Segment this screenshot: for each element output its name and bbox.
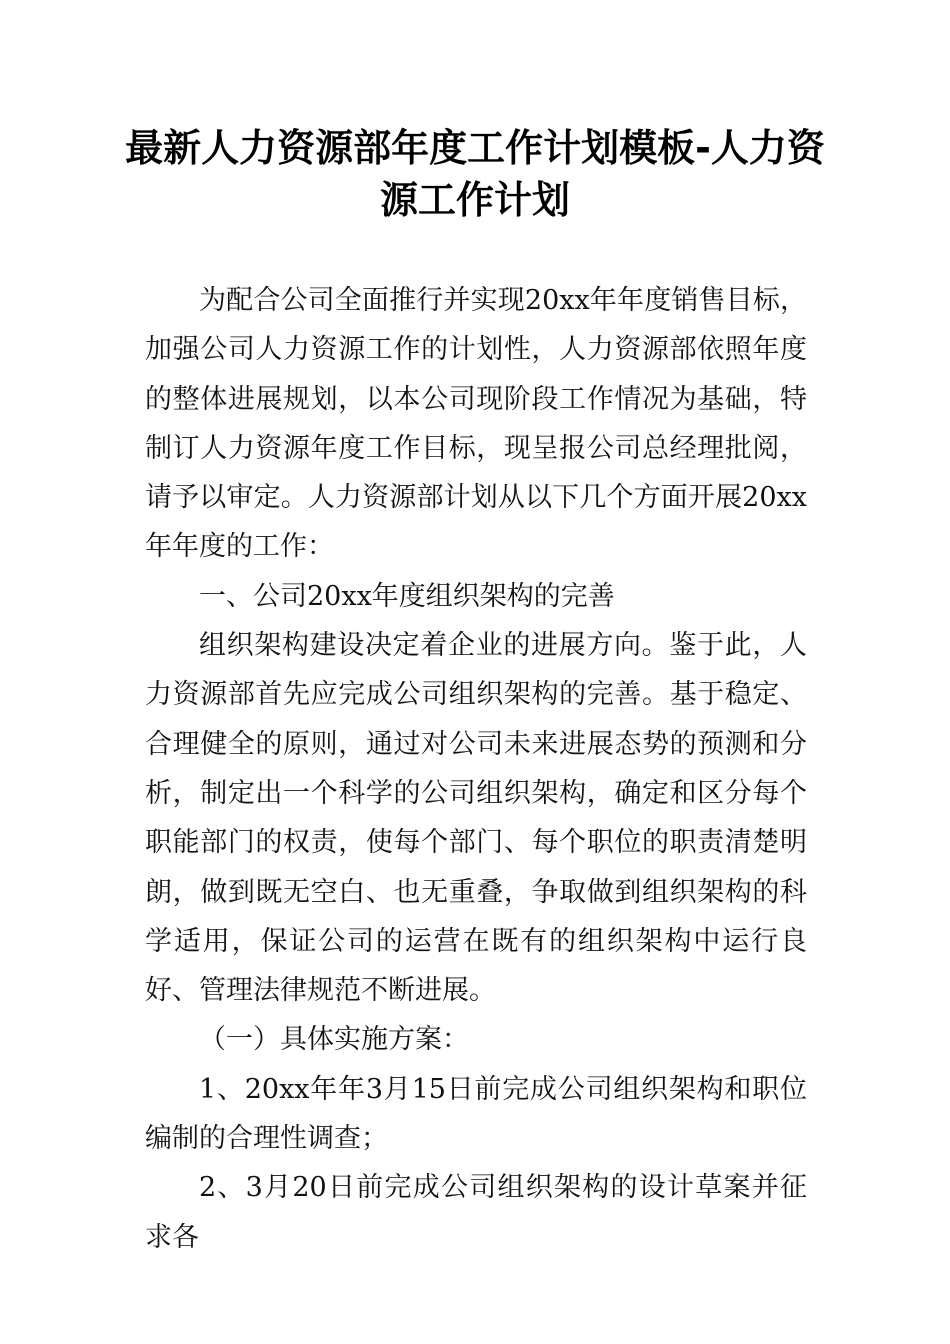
- intro-paragraph: 为配合公司全面推行并实现20xx年年度销售目标，加强公司人力资源工作的计划性，人力资源部依照年度的整体进展规划，以本公司现阶段工作情况为基础，特制订人力资源年度工作目标，现呈报公司总经理批阅，请予以审定。人力资源部计划从以下几个方面开展20xx年年度的工作：: [145, 285, 807, 563]
- plan-item-1: 1、20xx年年3月15日前完成公司组织架构和职位编制的合理性调查；: [145, 1073, 807, 1155]
- section-heading-org-structure: 一、公司20xx年度组织架构的完善: [199, 580, 615, 612]
- plan-item-2: 2、3月20日前完成公司组织架构的设计草案并征求各: [145, 1172, 807, 1253]
- document-body: [145, 276, 807, 1262]
- org-structure-paragraph: 组织架构建设决定着企业的进展方向。鉴于此，人力资源部首先应完成公司组织架构的完善。基于稳定、合理健全的原则，通过对公司未来进展态势的预测和分析，制定出一个科学的公司组织架构，确定和区分每个职能部门的权责，使每个部门、每个职位的职责清楚明朗，做到既无空白、也无重叠，争取做到组织架构的科学适用，保证公司的运营在既有的组织架构中运行良好、管理法律规范不断进展。: [145, 630, 807, 1007]
- document-title: 最新人力资源部年度工作计划模板-人力资源工作计划: [125, 126, 825, 222]
- subsection-heading-implementation: （一）具体实施方案：: [199, 1024, 469, 1056]
